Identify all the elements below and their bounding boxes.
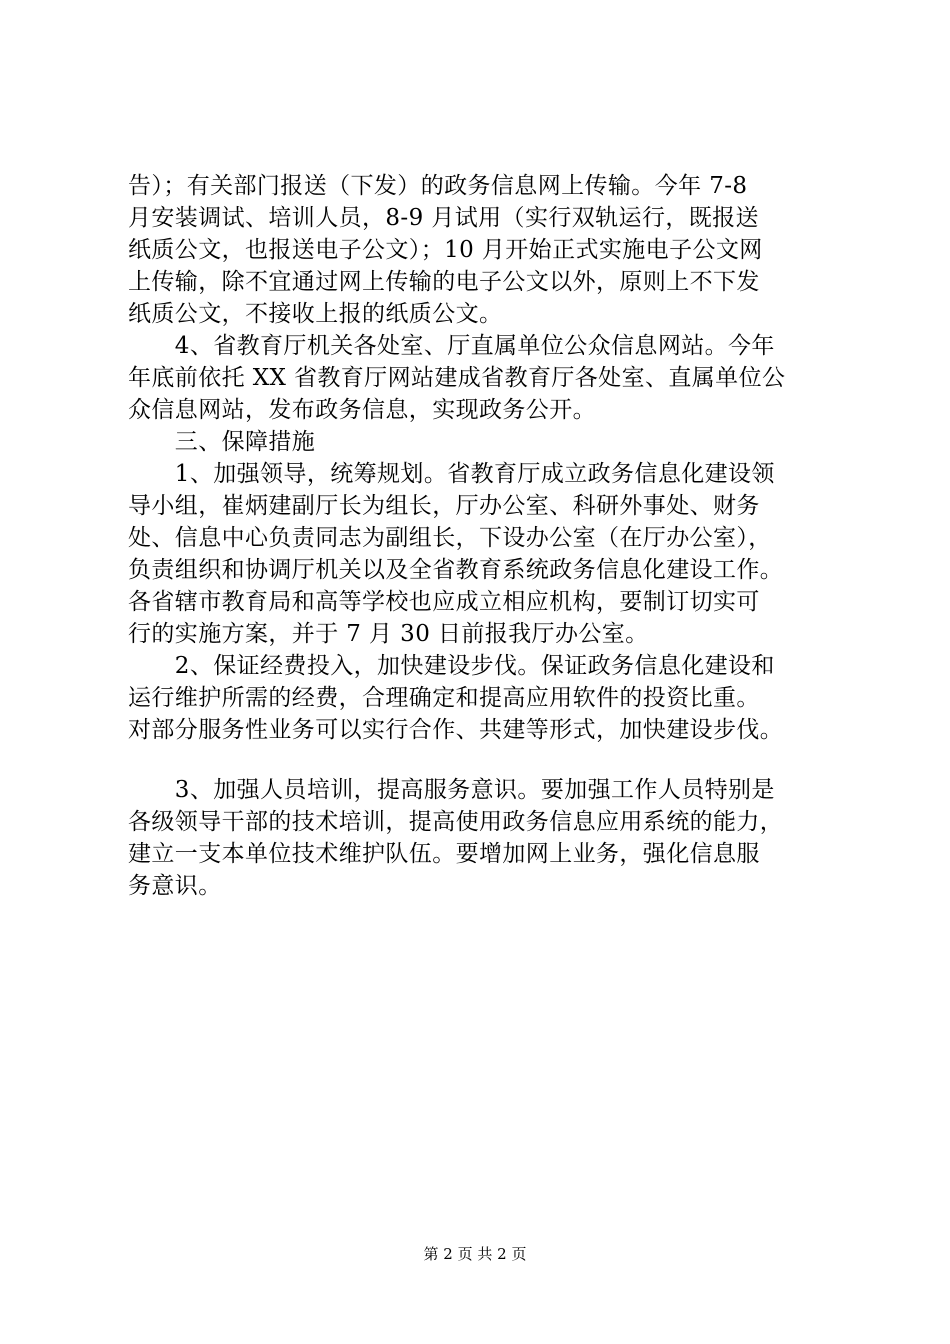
paragraph-transmission-schedule xyxy=(128,170,828,330)
text-line: 月安装调试、培训人员，8-9 月试用（实行双轨运行，既报送 xyxy=(128,205,759,231)
text-line: 纸质公文，不接收上报的纸质公文。 xyxy=(128,301,503,327)
text-line: 4、省教育厅机关各处室、厅直属单位公众信息网站。今年 xyxy=(128,333,775,359)
text-line: 各级领导干部的技术培训，提高使用政务信息应用系统的能力， xyxy=(128,809,784,835)
paragraph-measure-1 xyxy=(128,458,828,650)
paragraph-measure-2 xyxy=(128,650,828,746)
text-line: 对部分服务性业务可以实行合作、共建等形式，加快建设步伐。 xyxy=(128,717,784,743)
text-line: 负责组织和协调厅机关以及全省教育系统政务信息化建设工作。 xyxy=(128,557,784,583)
text-line: 处、信息中心负责同志为副组长，下设办公室（在厅办公室）， xyxy=(128,525,772,551)
text-line: 务意识。 xyxy=(128,873,222,899)
text-line: 行的实施方案，并于 7 月 30 日前报我厅办公室。 xyxy=(128,621,649,647)
paragraph-item-4 xyxy=(128,330,828,426)
paragraph-measure-3 xyxy=(128,774,828,902)
text-line: 建立一支本单位技术维护队伍。要增加网上业务，强化信息服 xyxy=(128,841,760,867)
text-line: 导小组，崔炳建副厅长为组长，厅办公室、科研外事处、财务 xyxy=(128,493,760,519)
text-line: 运行维护所需的经费，合理确定和提高应用软件的投资比重。 xyxy=(128,685,760,711)
text-line: 众信息网站，发布政务信息，实现政务公开。 xyxy=(128,397,596,423)
section-heading: 三、保障措施 xyxy=(128,429,316,455)
page-number-label: 第 2 页 共 2 页 xyxy=(423,1245,527,1263)
section-heading-safeguards xyxy=(128,426,828,458)
text-line: 告）；有关部门报送（下发）的政务信息网上传输。今年 7-8 xyxy=(128,173,748,199)
page-footer xyxy=(0,1244,950,1264)
text-line: 1、加强领导，统筹规划。省教育厅成立政务信息化建设领 xyxy=(128,461,775,487)
text-line: 3、加强人员培训，提高服务意识。要加强工作人员特别是 xyxy=(128,777,775,803)
text-line: 上传输，除不宜通过网上传输的电子公文以外，原则上不下发 xyxy=(128,269,760,295)
text-line: 纸质公文，也报送电子公文）；10 月开始正式实施电子公文网 xyxy=(128,237,763,263)
text-line: 年底前依托 XX 省教育厅网站建成省教育厅各处室、直属单位公 xyxy=(128,365,786,391)
text-line: 各省辖市教育局和高等学校也应成立相应机构，要制订切实可 xyxy=(128,589,760,615)
text-line: 2、保证经费投入，加快建设步伐。保证政务信息化建设和 xyxy=(128,653,775,679)
